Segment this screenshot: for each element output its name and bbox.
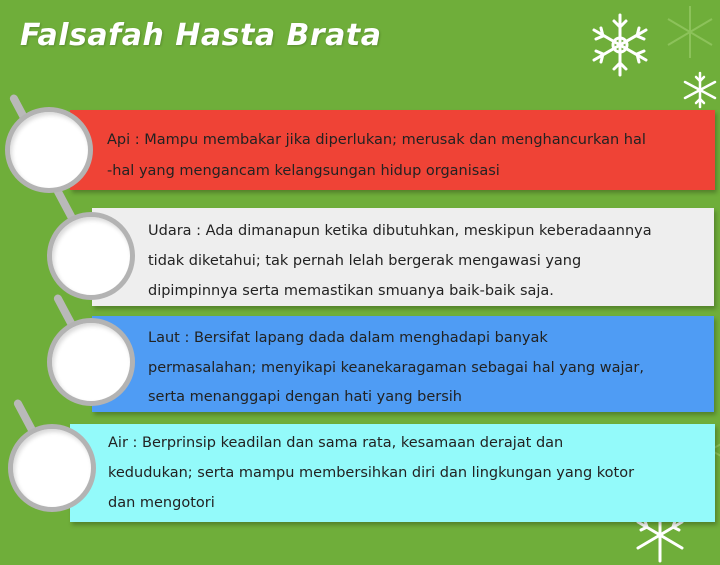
list-item-text: serta menanggapi dengan hati yang bersih	[148, 389, 462, 405]
list-item-text: kedudukan; serta mampu membersihkan diri dan lingkungan yang kotor	[108, 465, 635, 481]
list-item-text: Api : Mampu membakar jika diperlukan; merusak dan menghancurkan hal	[107, 132, 646, 148]
slide-title: Falsafah Hasta Brata	[20, 18, 382, 53]
list-item-text: dan mengotori	[108, 495, 215, 511]
list-item-text: Air : Berprinsip keadilan dan sama rata, kesamaan derajat dan	[108, 435, 564, 451]
list-item-text: tidak diketahui; tak pernah lelah bergerak mengawasi yang	[148, 253, 582, 269]
bullet-circle	[47, 212, 135, 300]
list-item-api	[70, 110, 715, 190]
list-item-air	[70, 424, 715, 522]
bullet-circle	[5, 107, 93, 193]
list-item-text: permasalahan; menyikapi keanekaragaman sebagai hal yang wajar,	[148, 360, 644, 376]
list-item-laut	[92, 316, 714, 412]
snowflake-icon	[680, 70, 720, 110]
list-item-text: Laut : Bersifat lapang dada dalam menghadapi banyak	[148, 330, 548, 346]
bullet-circle	[47, 318, 135, 406]
list-item-text: dipimpinnya serta memastikan smuanya baik-baik saja.	[148, 283, 554, 299]
snowflake-icon	[660, 2, 720, 62]
list-item-text: -hal yang mengancam kelangsungan hidup organisasi	[107, 163, 500, 179]
snowflake-icon	[585, 10, 655, 80]
list-item-udara	[92, 208, 714, 306]
list-item-text: Udara : Ada dimanapun ketika dibutuhkan, meskipun keberadaannya	[148, 223, 652, 239]
bullet-circle	[8, 424, 96, 512]
